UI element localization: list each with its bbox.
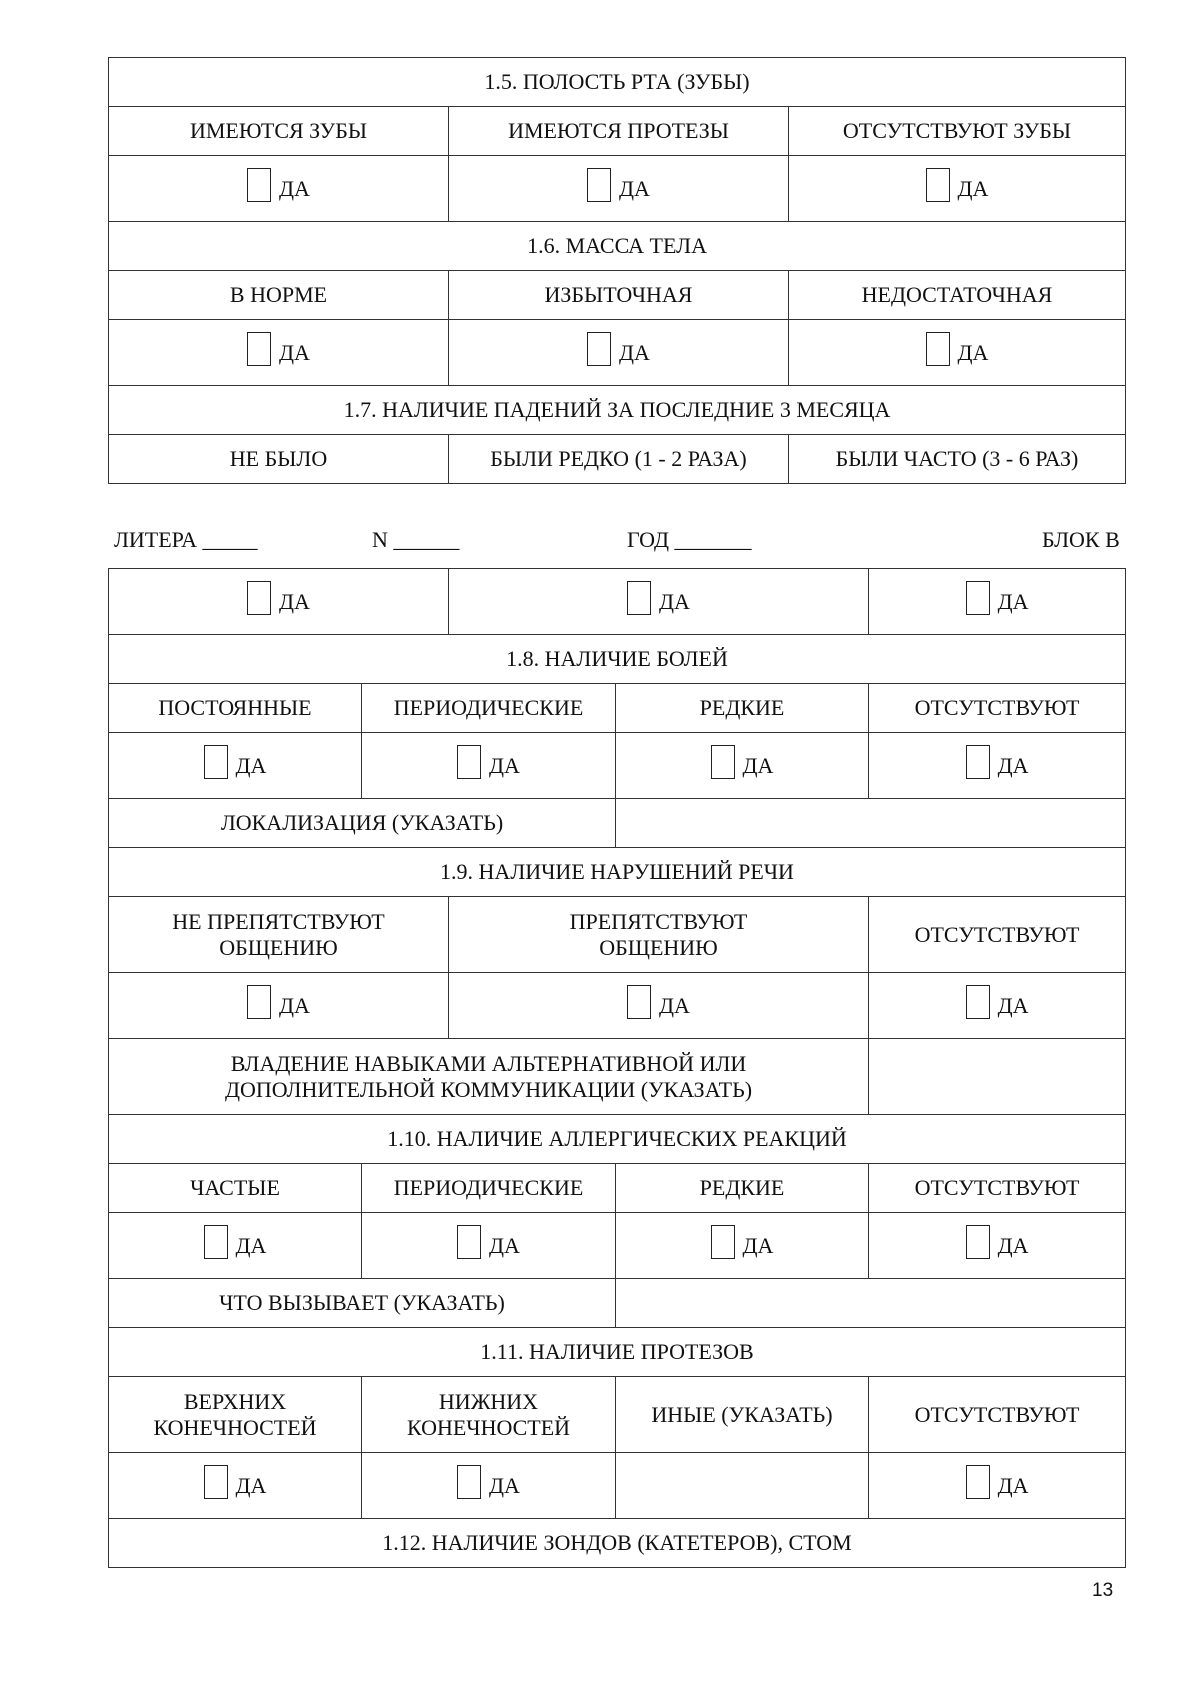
- checkbox[interactable]: [204, 745, 228, 779]
- yes-label: ДА: [235, 1232, 267, 1258]
- checkbox-cell: [616, 1213, 869, 1279]
- communication-skills-line: ВЛАДЕНИЕ НАВЫКАМИ АЛЬТЕРНАТИВНОЙ ИЛИ: [230, 1050, 747, 1076]
- yes-label: ДА: [659, 588, 690, 614]
- pain-location-label: ЛОКАЛИЗАЦИЯ (УКАЗАТЬ): [109, 799, 616, 848]
- checkbox-cell: [449, 320, 789, 386]
- yes-label: ДА: [619, 339, 650, 365]
- checkbox[interactable]: [711, 1225, 735, 1259]
- option-label: В НОРМЕ: [109, 271, 449, 320]
- yes-label: ДА: [659, 992, 690, 1018]
- other-prosthesis-input[interactable]: [616, 1453, 869, 1519]
- yes-label: ДА: [279, 175, 310, 201]
- option-label: НЕДОСТАТОЧНАЯ: [789, 271, 1126, 320]
- yes-label: ДА: [279, 992, 310, 1018]
- option-label-line: ОБЩЕНИЮ: [219, 934, 338, 960]
- checkbox-cell: [869, 973, 1126, 1039]
- yes-label: ДА: [279, 339, 310, 365]
- checkbox-cell: [109, 733, 362, 799]
- yes-label: ДА: [997, 992, 1029, 1018]
- checkbox-cell: [789, 320, 1126, 386]
- option-label: ИЗБЫТОЧНАЯ: [449, 271, 789, 320]
- checkbox-cell: [869, 1213, 1126, 1279]
- yes-label: ДА: [489, 1472, 520, 1498]
- litera-field: ЛИТЕРА _____: [114, 527, 258, 552]
- allergy-cause-input[interactable]: [616, 1279, 1126, 1328]
- checkbox[interactable]: [966, 1465, 990, 1499]
- yes-label: ДА: [742, 752, 774, 778]
- section-title-falls: 1.7. НАЛИЧИЕ ПАДЕНИЙ ЗА ПОСЛЕДНИЕ 3 МЕСЯЦА: [109, 386, 1126, 435]
- checkbox-cell: [869, 733, 1126, 799]
- yes-label: ДА: [489, 752, 520, 778]
- communication-skills-label: [109, 1039, 869, 1115]
- option-label: ИНЫЕ (УКАЗАТЬ): [616, 1377, 869, 1453]
- yes-label: ДА: [235, 1472, 267, 1498]
- checkbox[interactable]: [587, 332, 611, 366]
- allergy-cause-label: ЧТО ВЫЗЫВАЕТ (УКАЗАТЬ): [109, 1279, 616, 1328]
- communication-skills-line: ДОПОЛНИТЕЛЬНОЙ КОММУНИКАЦИИ (УКАЗАТЬ): [224, 1076, 753, 1102]
- checkbox-cell: [109, 320, 449, 386]
- section-title-probes: 1.12. НАЛИЧИЕ ЗОНДОВ (КАТЕТЕРОВ), СТОМ: [109, 1519, 1126, 1568]
- option-label-line: ПРЕПЯТСТВУЮТ: [569, 908, 748, 934]
- form-table-upper: [108, 57, 1126, 484]
- communication-skills-input[interactable]: [869, 1039, 1126, 1115]
- yes-label: ДА: [997, 752, 1029, 778]
- checkbox[interactable]: [457, 1225, 481, 1259]
- checkbox[interactable]: [711, 745, 735, 779]
- option-label: [362, 1377, 616, 1453]
- option-label: ПЕРИОДИЧЕСКИЕ: [362, 1164, 616, 1213]
- yes-label: ДА: [957, 339, 989, 365]
- checkbox-cell: [869, 569, 1126, 635]
- checkbox[interactable]: [457, 745, 481, 779]
- option-label: ПОСТОЯННЫЕ: [109, 684, 362, 733]
- option-label: ОТСУТСТВУЮТ: [869, 897, 1126, 973]
- number-field: N ______: [372, 527, 460, 552]
- checkbox-cell: [449, 569, 869, 635]
- option-label: БЫЛИ РЕДКО (1 - 2 РАЗА): [449, 435, 789, 484]
- option-label: ПЕРИОДИЧЕСКИЕ: [362, 684, 616, 733]
- yes-label: ДА: [619, 175, 650, 201]
- option-label: [109, 1377, 362, 1453]
- option-label: РЕДКИЕ: [616, 684, 869, 733]
- section-title-teeth: 1.5. ПОЛОСТЬ РТА (ЗУБЫ): [109, 58, 1126, 107]
- checkbox[interactable]: [247, 332, 271, 366]
- option-label-line: НЕ ПРЕПЯТСТВУЮТ: [172, 908, 385, 934]
- checkbox[interactable]: [204, 1225, 228, 1259]
- checkbox-cell: [109, 1213, 362, 1279]
- block-label: БЛОК В: [1042, 527, 1120, 552]
- form-table-lower: [108, 568, 1126, 1568]
- yes-label: ДА: [997, 1472, 1029, 1498]
- checkbox-cell: [789, 156, 1126, 222]
- option-label: БЫЛИ ЧАСТО (3 - 6 РАЗ): [789, 435, 1126, 484]
- yes-label: ДА: [997, 1232, 1029, 1258]
- yes-label: ДА: [742, 1232, 774, 1258]
- checkbox[interactable]: [247, 581, 271, 615]
- option-label: [109, 897, 449, 973]
- option-label: ОТСУТСТВУЮТ: [869, 1377, 1126, 1453]
- option-label-line: ОБЩЕНИЮ: [599, 934, 718, 960]
- section-title-pain: 1.8. НАЛИЧИЕ БОЛЕЙ: [109, 635, 1126, 684]
- option-label-line: НИЖНИХ: [438, 1388, 539, 1414]
- option-label: РЕДКИЕ: [616, 1164, 869, 1213]
- checkbox-cell: [109, 1453, 362, 1519]
- option-label: НЕ БЫЛО: [109, 435, 449, 484]
- checkbox[interactable]: [627, 581, 651, 615]
- checkbox-cell: [449, 156, 789, 222]
- option-label-line: ВЕРХНИХ: [183, 1388, 287, 1414]
- checkbox[interactable]: [457, 1465, 481, 1499]
- section-title-prostheses: 1.11. НАЛИЧИЕ ПРОТЕЗОВ: [109, 1328, 1126, 1377]
- option-label: ОТСУТСТВУЮТ: [869, 1164, 1126, 1213]
- checkbox-cell: [109, 973, 449, 1039]
- checkbox[interactable]: [204, 1465, 228, 1499]
- option-label: [449, 897, 869, 973]
- checkbox[interactable]: [926, 332, 950, 366]
- option-label: ОТСУТСТВУЮТ ЗУБЫ: [789, 107, 1126, 156]
- checkbox[interactable]: [587, 168, 611, 202]
- section-title-speech: 1.9. НАЛИЧИЕ НАРУШЕНИЙ РЕЧИ: [109, 848, 1126, 897]
- checkbox-cell: [362, 1453, 616, 1519]
- checkbox[interactable]: [926, 168, 950, 202]
- checkbox[interactable]: [966, 745, 990, 779]
- option-label: ОТСУТСТВУЮТ: [869, 684, 1126, 733]
- checkbox-cell: [109, 156, 449, 222]
- option-label-line: КОНЕЧНОСТЕЙ: [153, 1414, 317, 1440]
- section-title-allergy: 1.10. НАЛИЧИЕ АЛЛЕРГИЧЕСКИХ РЕАКЦИЙ: [109, 1115, 1126, 1164]
- checkbox[interactable]: [966, 1225, 990, 1259]
- checkbox[interactable]: [247, 168, 271, 202]
- checkbox[interactable]: [966, 985, 990, 1019]
- checkbox[interactable]: [627, 985, 651, 1019]
- checkbox-cell: [109, 569, 449, 635]
- option-label-line: КОНЕЧНОСТЕЙ: [406, 1414, 571, 1440]
- checkbox[interactable]: [966, 581, 990, 615]
- checkbox[interactable]: [247, 985, 271, 1019]
- year-field: ГОД _______: [627, 527, 752, 552]
- pain-location-input[interactable]: [616, 799, 1126, 848]
- option-label: ИМЕЮТСЯ ЗУБЫ: [109, 107, 449, 156]
- page-number: 13: [1092, 1580, 1114, 1601]
- yes-label: ДА: [279, 588, 310, 614]
- yes-label: ДА: [957, 175, 989, 201]
- yes-label: ДА: [235, 752, 267, 778]
- yes-label: ДА: [489, 1232, 520, 1258]
- checkbox-cell: [616, 733, 869, 799]
- checkbox-cell: [362, 1213, 616, 1279]
- checkbox-cell: [869, 1453, 1126, 1519]
- option-label: ИМЕЮТСЯ ПРОТЕЗЫ: [449, 107, 789, 156]
- option-label: ЧАСТЫЕ: [109, 1164, 362, 1213]
- yes-label: ДА: [997, 588, 1029, 614]
- section-title-mass: 1.6. МАССА ТЕЛА: [109, 222, 1126, 271]
- checkbox-cell: [362, 733, 616, 799]
- checkbox-cell: [449, 973, 869, 1039]
